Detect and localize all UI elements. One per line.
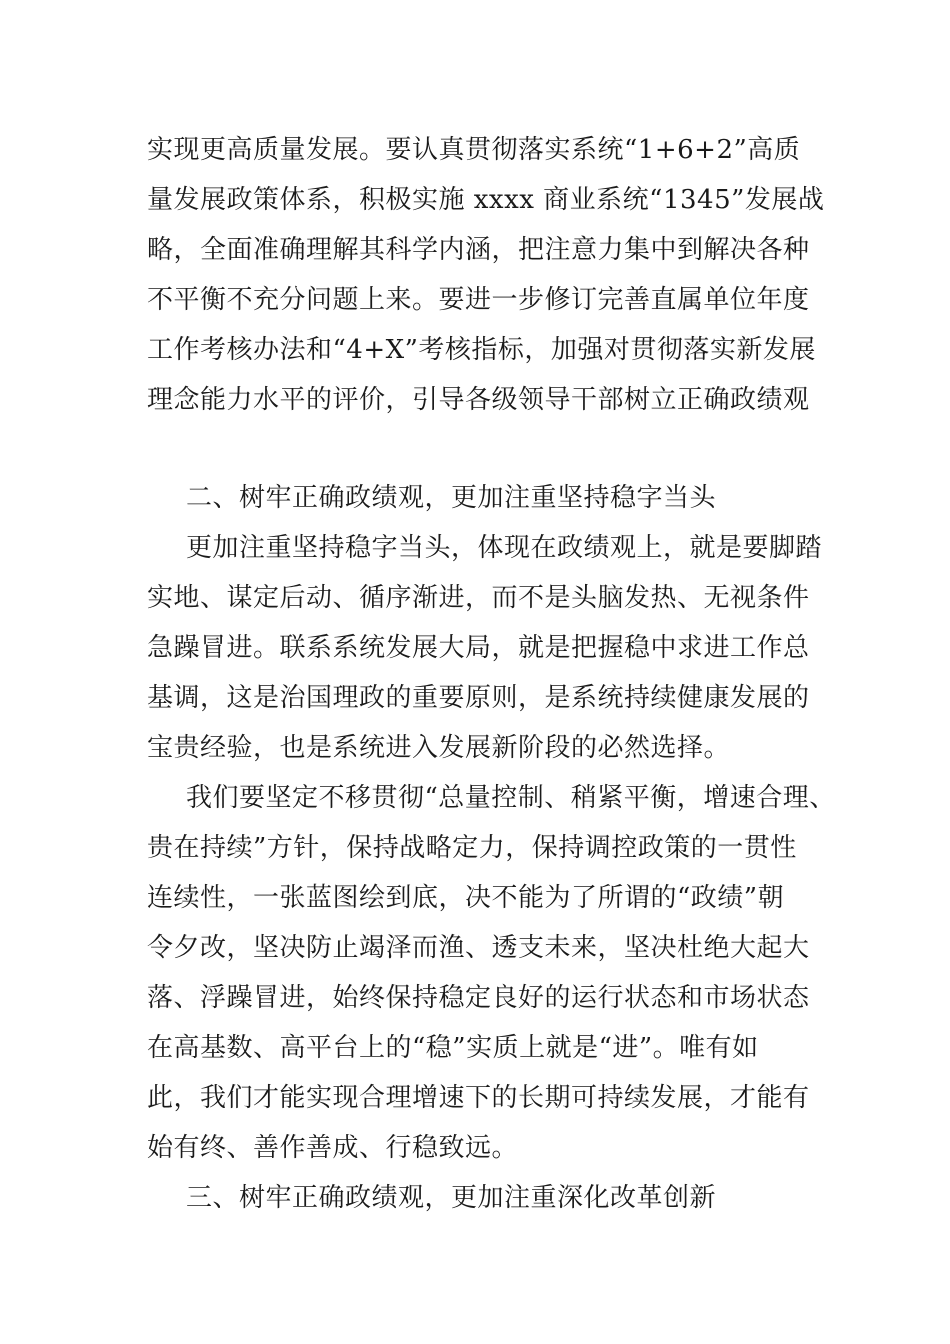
paragraph-line: 始有终、善作善成、行稳致远。 xyxy=(147,1133,519,1163)
paragraph-line: 落、浮躁冒进，始终保持稳定良好的运行状态和市场状态 xyxy=(147,983,810,1013)
paragraph-line: 量发展政策体系，积极实施 xxxx 商业系统“1345”发展战 xyxy=(147,185,825,215)
paragraph-line: 不平衡不充分问题上来。要进一步修订完善直属单位年度 xyxy=(147,285,810,315)
section-heading: 二、树牢正确政绩观，更加注重坚持稳字当头 xyxy=(186,483,717,513)
paragraph-line: 工作考核办法和“4+X”考核指标，加强对贯彻落实新发展 xyxy=(147,335,816,365)
paragraph-line: 贵在持续”方针，保持战略定力，保持调控政策的一贯性 xyxy=(147,833,797,863)
paragraph-line: 实地、谋定后动、循序渐进，而不是头脑发热、无视条件 xyxy=(147,583,810,613)
paragraph-line: 实现更高质量发展。要认真贯彻落实系统“1+6+2”高质 xyxy=(147,135,801,165)
paragraph-line: 更加注重坚持稳字当头，体现在政绩观上，就是要脚踏 xyxy=(186,533,823,563)
paragraph-line: 略，全面准确理解其科学内涵，把注意力集中到解决各种 xyxy=(147,235,810,265)
section-heading: 三、树牢正确政绩观，更加注重深化改革创新 xyxy=(186,1183,717,1213)
paragraph-line: 急躁冒进。联系系统发展大局，就是把握稳中求进工作总 xyxy=(147,633,810,663)
paragraph-line: 我们要坚定不移贯彻“总量控制、稍紧平衡，增速合理、 xyxy=(186,783,836,813)
paragraph-line: 宝贵经验，也是系统进入发展新阶段的必然选择。 xyxy=(147,733,731,763)
paragraph-line: 理念能力水平的评价，引导各级领导干部树立正确政绩观 xyxy=(147,385,810,415)
paragraph-line: 基调，这是治国理政的重要原则，是系统持续健康发展的 xyxy=(147,683,810,713)
paragraph-line: 此，我们才能实现合理增速下的长期可持续发展，才能有 xyxy=(147,1083,810,1113)
paragraph-line: 令夕改，坚决防止竭泽而渔、透支未来，坚决杜绝大起大 xyxy=(147,933,810,963)
paragraph-line: 连续性，一张蓝图绘到底，决不能为了所谓的“政绩”朝 xyxy=(147,883,785,913)
paragraph-line: 在高基数、高平台上的“稳”实质上就是“进”。唯有如 xyxy=(147,1033,759,1063)
